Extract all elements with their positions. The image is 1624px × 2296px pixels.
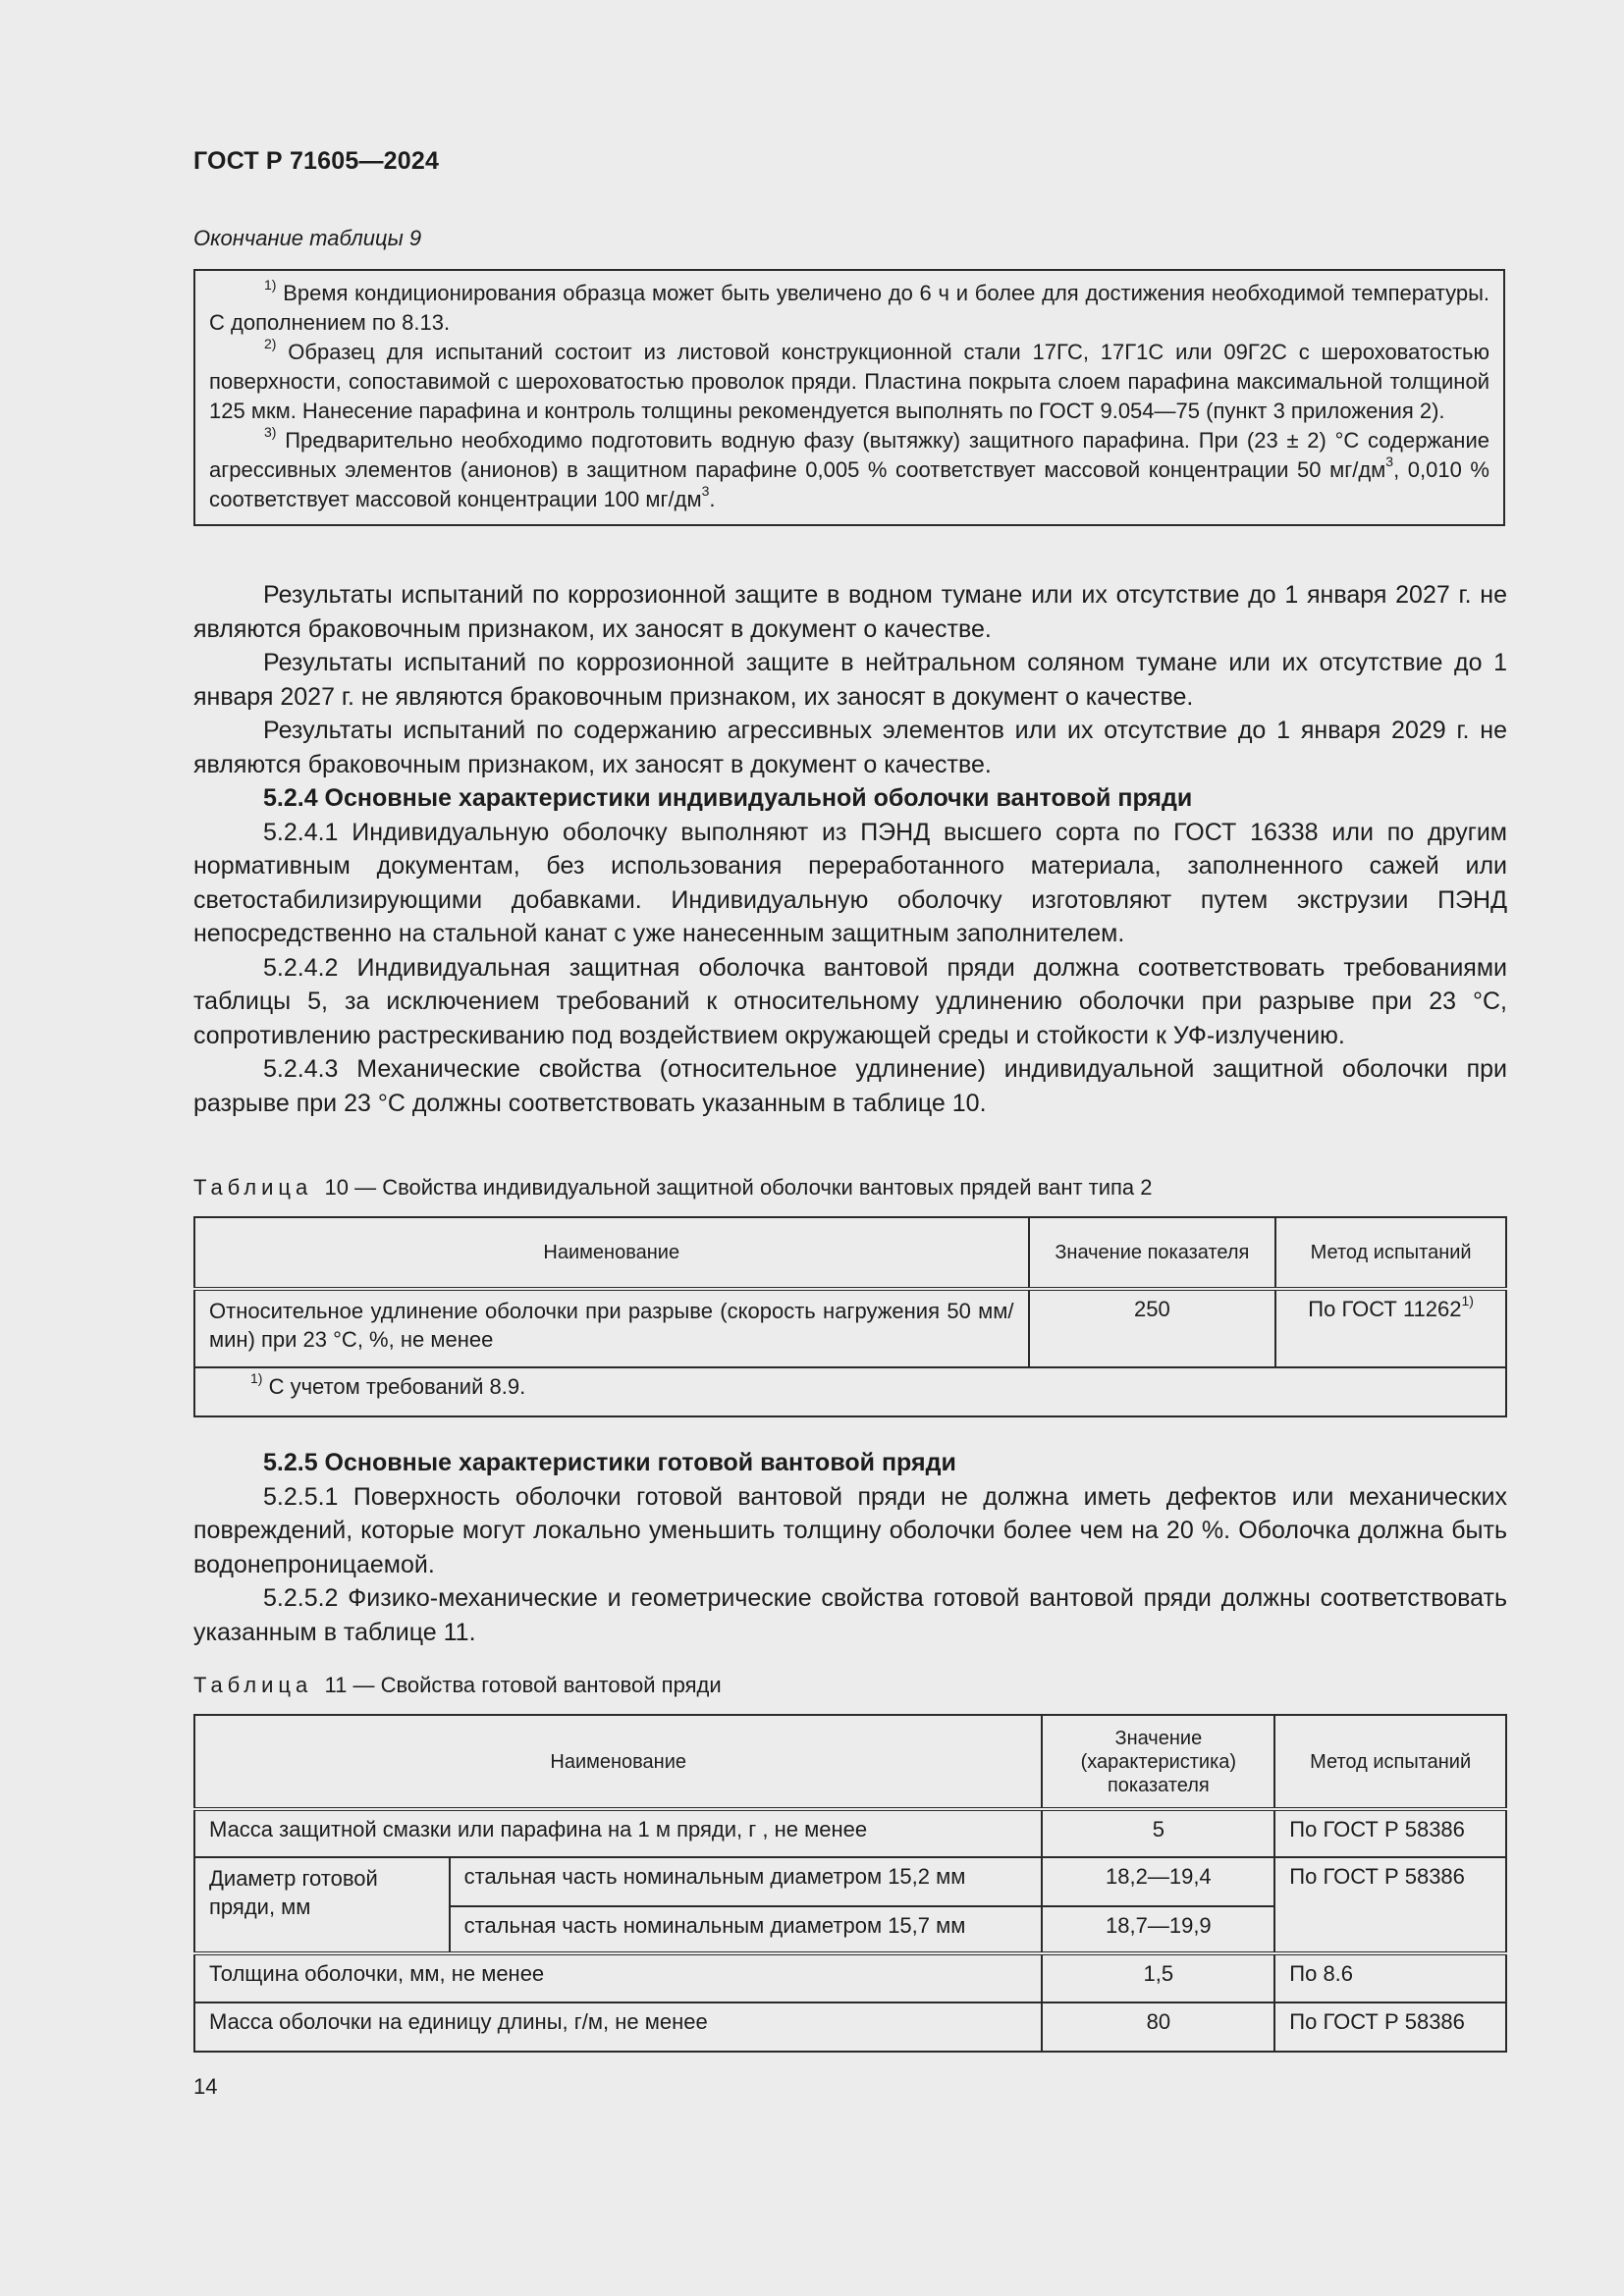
table-10: [193, 1216, 1507, 1417]
paragraph-5-2-4-1: 5.2.4.1 Индивидуальную оболочку выполняют из ПЭНД высшего сорта по ГОСТ 16338 или по другим нормативным документам, без использования переработанного материала, заполненного сажей или светостабилизирующими добавками. Индивидуальную оболочку изготовляют путем экструзии ПЭНД непосредственно на стальной канат с уже нанесенным защитным заполнителем.: [193, 818, 1507, 947]
table-header-row: [194, 1217, 1506, 1289]
table-cell: По ГОСТ Р 58386: [1274, 1809, 1506, 1857]
section-heading-5-2-4: 5.2.4 Основные характеристики индивидуальной оболочки вантовой пряди: [263, 784, 1193, 812]
table-cell: стальная часть номинальным диаметром 15,7 мм: [450, 1906, 1043, 1953]
table-cell: По ГОСТ Р 58386: [1274, 1857, 1506, 1953]
table-cell: 5: [1042, 1809, 1274, 1857]
main-text-block-1: [193, 578, 1507, 1120]
table10-caption: Таблица 10 — Свойства индивидуальной защитной оболочки вантовых прядей вант типа 2: [193, 1175, 1153, 1200]
column-header: Метод испытаний: [1274, 1715, 1506, 1809]
table-cell-group: Диаметр готовой пряди, мм: [194, 1857, 450, 1953]
table-row: [194, 1289, 1506, 1367]
table-11: [193, 1714, 1507, 2053]
table9-continuation-caption: Окончание таблицы 9: [193, 226, 422, 250]
table-cell: Относительное удлинение оболочки при разрыве (скорость нагружения 50 мм/мин) при 23 °С, %, не менее: [194, 1289, 1029, 1367]
paragraph-5-2-4-2: 5.2.4.2 Индивидуальная защитная оболочка вантовой пряди должна соответствовать требованиями таблицы 5, за исключением требований к относительному удлинению оболочки при разрыве при 23 °С, сопротивлению растрескиванию под воздействием окружающей среды и стойкости к УФ-излучению.: [193, 953, 1507, 1049]
column-header: Наименование: [194, 1217, 1029, 1289]
column-header: Метод испытаний: [1275, 1217, 1506, 1289]
document-header: ГОСТ Р 71605—2024: [193, 147, 440, 175]
table-cell: стальная часть номинальным диаметром 15,2 мм: [450, 1857, 1043, 1906]
table-footnote: $^{1)}$ С учетом требований 8.9.: [194, 1367, 1506, 1416]
footnote-1: $^{1)}$ Время кондиционирования образца может быть увеличено до 6 ч и более для достижения необходимой температуры. С дополнением по 8.13.: [209, 276, 1490, 335]
table-cell: Толщина оболочки, мм, не менее: [194, 1953, 1042, 2002]
table11-caption: Таблица 11 — Свойства готовой вантовой пряди: [193, 1673, 722, 1697]
column-header: Наименование: [194, 1715, 1042, 1809]
table-cell: По ГОСТ Р 58386: [1274, 2002, 1506, 2052]
paragraph: Результаты испытаний по содержанию агрессивных элементов или их отсутствие до 1 января 2029 г. не являются браковочным признаком, их заносят в документ о качестве.: [193, 717, 1507, 778]
column-header: Значение показателя: [1029, 1217, 1276, 1289]
table-row: [194, 2002, 1506, 2052]
table-footnote-row: [194, 1367, 1506, 1416]
table-cell: 250: [1029, 1289, 1276, 1367]
section-heading-5-2-5: 5.2.5 Основные характеристики готовой вантовой пряди: [263, 1449, 956, 1476]
table-row: [194, 1857, 1506, 1906]
paragraph: Результаты испытаний по коррозионной защите в нейтральном соляном тумане или их отсутствие до 1 января 2027 г. не являются браковочным признаком, их заносят в документ о качестве.: [193, 649, 1507, 711]
table-cell: Масса защитной смазки или парафина на 1 м пряди, г , не менее: [194, 1809, 1042, 1857]
table-cell: 18,7—19,9: [1042, 1906, 1274, 1953]
paragraph-5-2-5-1: 5.2.5.1 Поверхность оболочки готовой вантовой пряди не должна иметь дефектов или механических повреждений, которые могут локально уменьшить толщину оболочки более чем на 20 %. Оболочка должна быть водонепроницаемой.: [193, 1482, 1507, 1578]
table-cell: 18,2—19,4: [1042, 1857, 1274, 1906]
paragraph: Результаты испытаний по коррозионной защите в водном тумане или их отсутствие до 1 января 2027 г. не являются браковочным признаком, их заносят в документ о качестве.: [193, 581, 1507, 643]
page-number: 14: [193, 2074, 218, 2099]
table-row: [194, 1953, 1506, 2002]
table-cell: 80: [1042, 2002, 1274, 2052]
footnote-2: $^{2)}$ Образец для испытаний состоит из листовой конструкционной стали 17ГС, 17Г1С или 09Г2С с шероховатостью поверхности, сопоставимой с шероховатостью проволок пряди. Пластина покрыта слоем парафина максимальной толщиной 125 мкм. Нанесение парафина и контроль толщины рекомендуется выполнять по ГОСТ 9.054—75 (пункт 3 приложения 2).: [209, 335, 1489, 423]
table-cell: 1,5: [1042, 1953, 1274, 2002]
table9-notes-box: [193, 269, 1505, 526]
paragraph-5-2-5-2: 5.2.5.2 Физико-механические и геометрические свойства готовой вантовой пряди должны соответствовать указанным в таблице 11.: [193, 1584, 1507, 1646]
main-text-block-2: [193, 1446, 1507, 1649]
column-header: Значение (характеристика) показателя: [1042, 1715, 1274, 1809]
footnote-3: $^{3)}$ Предварительно необходимо подготовить водную фазу (вытяжку) защитного парафина. При (23 ± 2) °С содержание агрессивных элементов (анионов) в защитном парафине 0,005 % соответствует массовой концентрации 50 $мг/дм^3$, 0,010 % соответствует массовой концентрации 100 $мг/дм^3$.: [209, 423, 1489, 511]
table-row: [194, 1809, 1506, 1857]
table-cell: По ГОСТ 11262$^{1)}$: [1275, 1289, 1506, 1367]
paragraph-5-2-4-3: 5.2.4.3 Механические свойства (относительное удлинение) индивидуальной защитной оболочки при разрыве при 23 °С должны соответствовать указанным в таблице 10.: [193, 1055, 1507, 1117]
table-cell: По 8.6: [1274, 1953, 1506, 2002]
table-header-row: [194, 1715, 1506, 1809]
table-cell: Масса оболочки на единицу длины, г/м, не менее: [194, 2002, 1042, 2052]
